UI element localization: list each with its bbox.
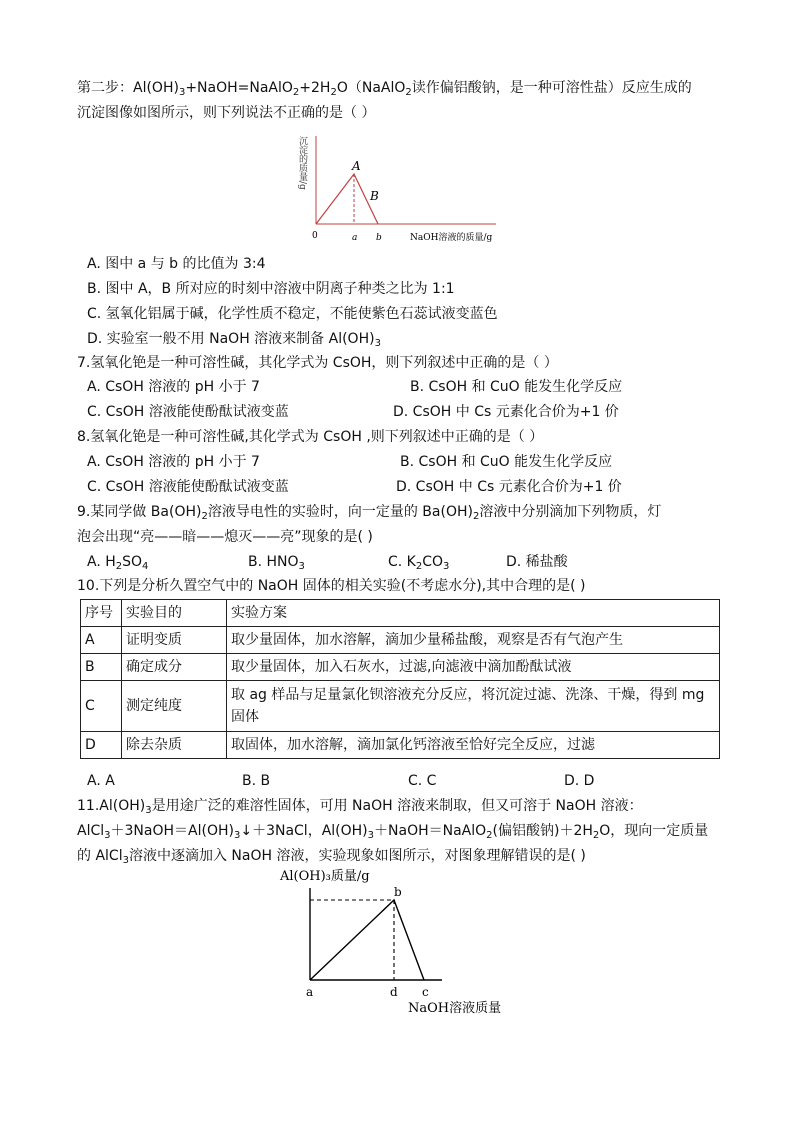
table-row: [81, 627, 720, 654]
q10-option-b[interactable]: B. B: [242, 773, 271, 789]
precipitate-graph: [292, 132, 502, 246]
table-header-row: [81, 600, 720, 627]
experiment-table: [80, 599, 720, 759]
graph-point-b-label: B: [370, 189, 379, 203]
graph-curve: [316, 174, 378, 224]
q9-option-d[interactable]: D. 稀盐酸: [506, 554, 568, 570]
table-cell: 确定成分: [122, 654, 227, 681]
table-cell: 取 ag 样品与足量氯化钡溶液充分反应，将沉淀过滤、洗涤、干燥，得到 mg 固体: [227, 681, 720, 732]
q8-option-a[interactable]: A. CsOH 溶液的 pH 小于 7: [87, 454, 260, 470]
table-cell: 取少量固体，加水溶解，滴加少量稀盐酸，观察是否有气泡产生: [227, 627, 720, 654]
table-cell: 测定纯度: [122, 681, 227, 732]
step2-option-b[interactable]: B. 图中 A，B 所对应的时刻中溶液中阴离子种类之比为 1:1: [87, 281, 455, 297]
table-row: [81, 654, 720, 681]
table-cell: 取固体，加水溶解，滴加氯化钙溶液至恰好完全反应，过滤: [227, 732, 720, 759]
graph-origin-label: 0: [312, 231, 318, 241]
q9-option-b[interactable]: B. $HNO_3$: [248, 554, 305, 572]
q10-stem: 10.下列是分析久置空气中的 NaOH 固体的相关实验(不考虑水分),其中合理的是( ): [77, 578, 586, 594]
table-cell: 除去杂质: [122, 732, 227, 759]
q11-stem-line3: 的 AlCl$_3$溶液中逐滴加入 NaOH 溶液，实验现象如图所示，对图象理解错误的是( ): [77, 848, 586, 866]
q10-option-a[interactable]: A. A: [87, 773, 115, 789]
q9-stem-line1: 9.某同学做 $Ba(OH)_2$溶液导电性的实验时，向一定量的 $Ba(OH)_2$溶液中分别滴加下列物质，灯: [77, 504, 662, 522]
q7-stem: 7.氢氧化铯是一种可溶性碱，其化学式为 CsOH，则下列叙述中正确的是（ ）: [77, 355, 558, 371]
aluminum-hydroxide-graph: [276, 864, 526, 1020]
table-cell: D: [81, 732, 122, 759]
table-cell: 取少量固体，加入石灰水，过滤,向滤液中滴加酚酞试液: [227, 654, 720, 681]
table-cell: C: [81, 681, 122, 732]
table-row: [81, 732, 720, 759]
table-row: [81, 681, 720, 732]
step2-option-c[interactable]: C. 氢氧化铝属于碱，化学性质不稳定，不能使紫色石蕊试液变蓝色: [87, 306, 498, 322]
q7-option-c[interactable]: C. CsOH 溶液能使酚酞试液变蓝: [87, 404, 289, 420]
graph2-curve: [310, 900, 424, 980]
table-cell: B: [81, 654, 122, 681]
q11-stem-line1: $11.Al(OH)_3$是用途广泛的难溶性固体，可用 NaOH 溶液来制取，但又可溶于 NaOH 溶液：: [77, 798, 643, 816]
q9-option-a[interactable]: A. $H_2SO_4$: [87, 554, 149, 572]
table-header-cell: 序号: [81, 600, 122, 627]
step2-option-a[interactable]: A. 图中 a 与 b 的比值为 3:4: [87, 256, 266, 272]
graph2-x-label: NaOH溶液质量: [408, 1001, 502, 1016]
graph-point-a-label: A: [352, 159, 361, 173]
q7-option-b[interactable]: B. CsOH 和 CuO 能发生化学反应: [410, 379, 623, 395]
graph-x-label: NaOH溶液的质量/g: [410, 233, 493, 243]
q8-stem: 8.氢氧化铯是一种可溶性碱,其化学式为 CsOH ,则下列叙述中正确的是（ ）: [77, 429, 544, 445]
graph-tick-b-label: b: [376, 233, 382, 243]
graph2-point-a-label: a: [306, 985, 314, 999]
graph2-y-label: Al(OH)₃质量/g: [280, 869, 370, 884]
q7-option-a[interactable]: A. CsOH 溶液的 pH 小于 7: [87, 379, 260, 395]
q8-option-c[interactable]: C. CsOH 溶液能使酚酞试液变蓝: [87, 479, 289, 495]
table-cell: A: [81, 627, 122, 654]
step2-option-d[interactable]: D. 实验室一般不用 NaOH 溶液来制备 $Al(OH)_3$: [87, 331, 381, 349]
graph2-point-d-label: d: [390, 985, 398, 999]
table-header-cell: 实验目的: [122, 600, 227, 627]
q9-stem-line2: 泡会出现“亮——暗——熄灭——亮”现象的是( ): [77, 529, 373, 545]
q8-option-d[interactable]: D. CsOH 中 Cs 元素化合价为+1 价: [396, 479, 622, 495]
q10-option-c[interactable]: C. C: [408, 773, 437, 789]
graph2-point-b-label: b: [394, 885, 402, 899]
q7-option-d[interactable]: D. CsOH 中 Cs 元素化合价为+1 价: [393, 404, 619, 420]
step2-stem-line2: 沉淀图像如图所示，则下列说法不正确的是（ ）: [77, 105, 376, 121]
graph-y-label: 沉淀的质量/g: [297, 136, 307, 190]
q11-stem-line2: $AlCl_3+3NaOH=Al(OH)_3↓+3NaCl$，$Al(OH)_3+NaOH=NaAlO_2$(偏铝酸钠)$+2H_2O$，现向一定质量: [77, 823, 709, 841]
graph-tick-a-label: a: [352, 233, 358, 243]
q10-option-d[interactable]: D. D: [564, 773, 595, 789]
q8-option-b[interactable]: B. CsOH 和 CuO 能发生化学反应: [400, 454, 613, 470]
table-header-cell: 实验方案: [227, 600, 720, 627]
graph2-point-c-label: c: [422, 985, 429, 999]
q9-option-c[interactable]: C. $K_2CO_3$: [388, 554, 450, 572]
table-cell: 证明变质: [122, 627, 227, 654]
step2-stem-line1: 第二步：$Al(OH)_3+NaOH=NaAlO_2+2H_2O(NaAlO_2$读作偏铝酸钠，是一种可溶性盐）反应生成的: [77, 80, 692, 98]
